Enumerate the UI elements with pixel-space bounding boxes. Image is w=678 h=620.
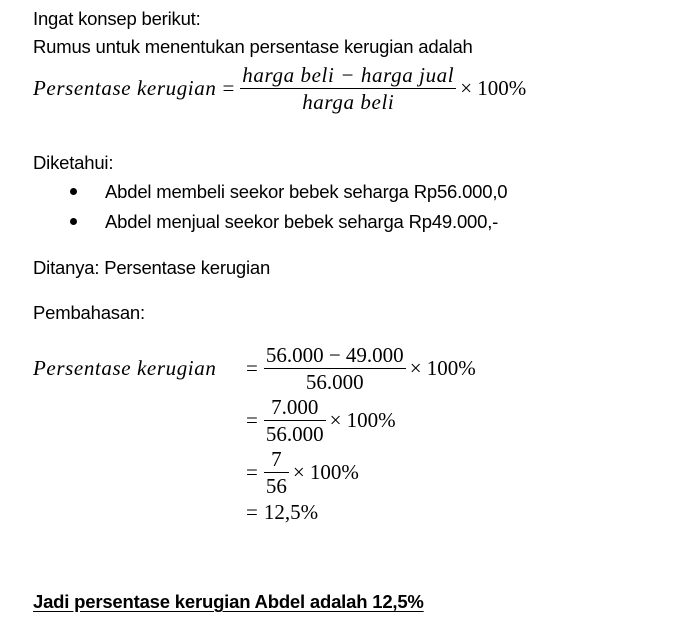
step-fraction — [264, 394, 326, 447]
fraction-denominator: 56.000 — [305, 370, 364, 394]
fraction-denominator: 56 — [265, 474, 287, 498]
fraction-numerator: 56.000 − 49.000 — [265, 343, 404, 367]
formula-fraction — [240, 62, 456, 115]
bullet-icon — [70, 218, 77, 225]
solution-lhs: Persentase kerugian — [33, 356, 217, 380]
general-formula — [33, 62, 526, 115]
solution-step-3 — [246, 446, 359, 499]
formula-intro: Rumus untuk menentukan persentase kerugian adalah — [33, 36, 473, 57]
solution-step-1 — [33, 342, 476, 395]
step-multiplier: × 100% — [292, 460, 359, 484]
fraction-numerator: 7.000 — [271, 395, 319, 419]
equals-sign: = — [222, 76, 235, 100]
solution-heading: Pembahasan: — [33, 302, 145, 323]
step-multiplier: × 100% — [409, 356, 476, 380]
intro-heading: Ingat konsep berikut: — [33, 8, 201, 29]
known-item-1: Abdel membeli seekor bebek seharga Rp56.000,0 — [105, 181, 508, 202]
fraction-denominator: 56.000 — [265, 422, 324, 446]
final-result: 12,5% — [263, 500, 319, 524]
bullet-icon — [70, 188, 77, 195]
asked-text: Ditanya: Persentase kerugian — [33, 257, 271, 278]
formula-lhs: Persentase kerugian — [33, 76, 217, 100]
solution-step-2 — [246, 394, 396, 447]
equals-sign: = — [246, 500, 258, 524]
known-heading: Diketahui: — [33, 152, 114, 173]
formula-multiplier: × 100% — [460, 76, 527, 100]
equals-sign: = — [246, 408, 258, 432]
fraction-numerator: harga beli − harga jual — [242, 63, 455, 87]
step-fraction — [264, 446, 289, 499]
equals-sign: = — [246, 356, 258, 380]
fraction-denominator: harga beli — [302, 90, 395, 114]
solution-step-4 — [246, 500, 318, 525]
fraction-numerator: 7 — [271, 447, 282, 471]
conclusion-text: Jadi persentase kerugian Abdel adalah 12,5% — [33, 591, 424, 612]
step-multiplier: × 100% — [329, 408, 396, 432]
equals-sign: = — [246, 460, 258, 484]
known-item-2: Abdel menjual seekor bebek seharga Rp49.000,- — [105, 211, 499, 232]
step-fraction — [264, 342, 406, 395]
